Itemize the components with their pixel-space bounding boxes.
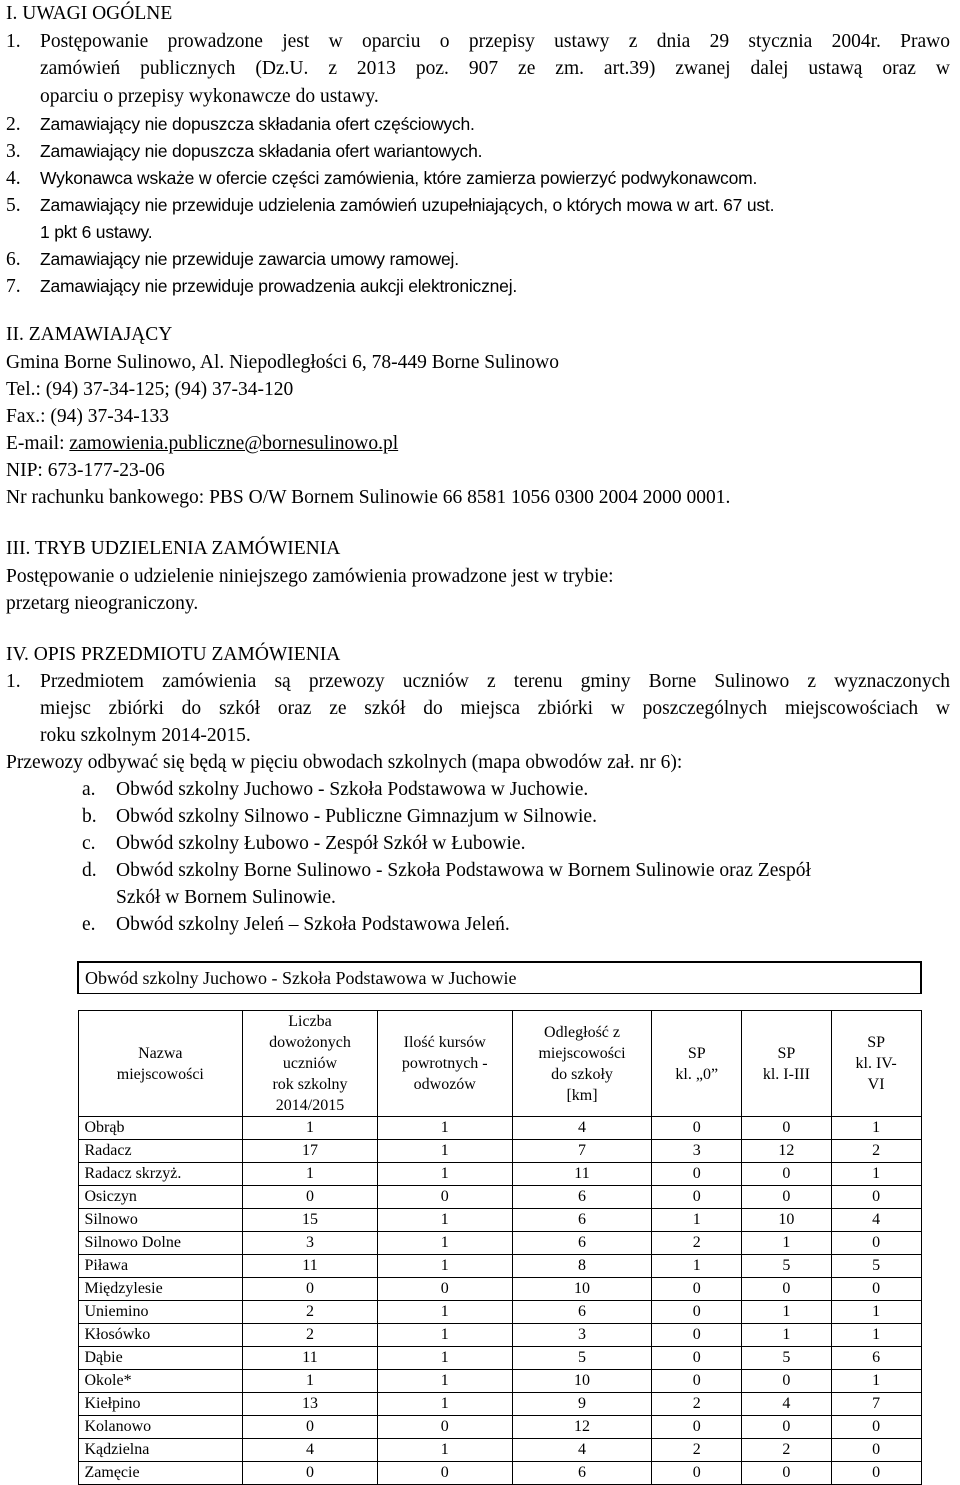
value-cell: 2 — [652, 1439, 742, 1462]
col-header-courses — [377, 1011, 512, 1117]
table-row — [78, 1163, 921, 1186]
s1-item-4-text: Wykonawca wskaże w ofercie części zamówienia, które zamierza powierzyć podwykonawcom. — [40, 168, 758, 188]
col-header-sp-4-6-line: VI — [867, 1076, 885, 1093]
table-row — [78, 1140, 921, 1163]
value-cell: 10 — [512, 1370, 652, 1393]
town-name-cell: Zamęcie — [78, 1462, 243, 1485]
value-cell: 1 — [243, 1117, 378, 1140]
value-cell: 5 — [512, 1347, 652, 1370]
value-cell: 0 — [652, 1347, 742, 1370]
s1-item-1-line-1 — [6, 30, 950, 54]
town-name-cell: Kądzielna — [78, 1439, 243, 1462]
value-cell: 1 — [377, 1163, 512, 1186]
town-name-cell: Silnowo — [78, 1209, 243, 1232]
value-cell: 4 — [742, 1393, 832, 1416]
section-3-heading: III. TRYB UDZIELENIA ZAMÓWIENIA — [6, 538, 341, 559]
value-cell: 15 — [243, 1209, 378, 1232]
town-name-cell: Dąbie — [78, 1347, 243, 1370]
district-a-text: Obwód szkolny Juchowo - Szkoła Podstawowa w Juchowie. — [116, 779, 589, 800]
table-row — [78, 1347, 921, 1370]
col-header-sp-0-line: SP — [687, 1044, 706, 1062]
col-header-town — [78, 1011, 243, 1117]
bank-account: Nr rachunku bankowego: PBS O/W Bornem Sulinowie 66 8581 1056 0300 2004 2000 0001. — [6, 487, 731, 508]
district-d-letter: d. — [82, 860, 97, 881]
value-cell: 0 — [742, 1278, 832, 1301]
value-cell: 0 — [652, 1324, 742, 1347]
col-header-sp-0-line: kl. „0” — [675, 1065, 719, 1083]
value-cell: 0 — [652, 1370, 742, 1393]
value-cell: 0 — [831, 1416, 921, 1439]
value-cell: 1 — [377, 1255, 512, 1278]
table-body — [78, 1117, 921, 1485]
value-cell: 0 — [377, 1462, 512, 1485]
value-cell: 3 — [512, 1324, 652, 1347]
value-cell: 2 — [831, 1140, 921, 1163]
s1-item-5-number: 5. — [6, 195, 21, 216]
value-cell: 1 — [831, 1301, 921, 1324]
s1-item-3-number: 3. — [6, 141, 21, 162]
value-cell: 9 — [512, 1393, 652, 1416]
value-cell: 0 — [831, 1439, 921, 1462]
value-cell: 6 — [512, 1301, 652, 1324]
town-name-cell: Radacz skrzyż. — [78, 1163, 243, 1186]
town-name-cell: Kłosówko — [78, 1324, 243, 1347]
value-cell: 2 — [652, 1393, 742, 1416]
value-cell: 1 — [243, 1163, 378, 1186]
district-c-text: Obwód szkolny Łubowo - Zespół Szkół w Łubowie. — [116, 833, 526, 854]
table-row — [78, 1117, 921, 1140]
value-cell: 1 — [377, 1347, 512, 1370]
col-header-distance-line: miejscowości — [538, 1044, 626, 1062]
s1-item-5-text-1: Zamawiający nie przewiduje udzielenia zamówień uzupełniających, o których mowa w art. 67 ust. — [40, 195, 775, 215]
col-header-students-line: 2014/2015 — [275, 1097, 345, 1114]
value-cell: 4 — [512, 1439, 652, 1462]
s1-item-6-number: 6. — [6, 249, 21, 270]
value-cell: 0 — [243, 1416, 378, 1439]
value-cell: 0 — [742, 1416, 832, 1439]
col-header-distance-line: do szkoły — [551, 1065, 613, 1083]
table-row — [78, 1416, 921, 1439]
col-header-sp-4-6-line: SP — [867, 1034, 886, 1051]
value-cell: 1 — [831, 1324, 921, 1347]
value-cell: 6 — [512, 1209, 652, 1232]
value-cell: 1 — [831, 1163, 921, 1186]
value-cell: 0 — [377, 1186, 512, 1209]
juchowo-district-table — [77, 961, 922, 1485]
value-cell: 7 — [831, 1393, 921, 1416]
value-cell: 1 — [377, 1301, 512, 1324]
value-cell: 0 — [652, 1163, 742, 1186]
value-cell: 1 — [377, 1117, 512, 1140]
value-cell: 5 — [742, 1255, 832, 1278]
value-cell: 12 — [512, 1416, 652, 1439]
value-cell: 0 — [831, 1186, 921, 1209]
s1-item-1-text-1: Postępowanie prowadzone jest w oparciu o przepisy ustawy z dnia 29 stycznia 2004r. Prawo — [40, 31, 950, 52]
s4-item-1-line-2: miejsc zbiórki do szkół oraz ze szkół do miejsca zbiórki w poszczególnych miejscowościach w — [40, 698, 950, 719]
value-cell: 11 — [243, 1347, 378, 1370]
col-header-town-line: Nazwa — [138, 1044, 183, 1062]
value-cell: 1 — [377, 1140, 512, 1163]
district-e — [82, 913, 510, 937]
value-cell: 3 — [652, 1140, 742, 1163]
s1-item-2 — [6, 112, 475, 137]
value-cell: 0 — [831, 1232, 921, 1255]
col-header-sp-1-3-line: SP — [777, 1044, 796, 1062]
table-row — [78, 1324, 921, 1347]
value-cell: 0 — [652, 1186, 742, 1209]
col-header-students-line: dowożonych — [269, 1034, 351, 1051]
value-cell: 1 — [377, 1370, 512, 1393]
value-cell: 10 — [742, 1209, 832, 1232]
district-d-line-2: Szkół w Bornem Sulinowie. — [116, 887, 336, 908]
s1-item-4-number: 4. — [6, 168, 21, 189]
col-header-sp-4-6 — [831, 1011, 921, 1117]
value-cell: 1 — [377, 1439, 512, 1462]
value-cell: 0 — [742, 1462, 832, 1485]
col-header-town-line: miejscowości — [116, 1065, 204, 1083]
value-cell: 1 — [742, 1301, 832, 1324]
s4-item-1-text-1: Przedmiotem zamówienia są przewozy uczniów z terenu gminy Borne Sulinowo z wyznaczonych — [40, 671, 950, 692]
district-e-text: Obwód szkolny Jeleń – Szkoła Podstawowa Jeleń. — [116, 914, 510, 935]
s1-item-6 — [6, 247, 459, 272]
s1-item-4 — [6, 166, 757, 191]
value-cell: 0 — [652, 1416, 742, 1439]
table-row — [78, 1462, 921, 1485]
col-header-sp-0 — [652, 1011, 742, 1117]
table-title: Obwód szkolny Juchowo - Szkoła Podstawowa w Juchowie — [78, 962, 921, 994]
s4-item-1-line-3: roku szkolnym 2014-2015. — [40, 725, 251, 746]
col-header-courses-line: Ilość kursów — [403, 1034, 486, 1051]
value-cell: 8 — [512, 1255, 652, 1278]
table-row — [78, 1255, 921, 1278]
town-name-cell: Międzylesie — [78, 1278, 243, 1301]
value-cell: 17 — [243, 1140, 378, 1163]
s1-item-1-number: 1. — [6, 31, 21, 52]
town-name-cell: Piława — [78, 1255, 243, 1278]
s1-item-2-number: 2. — [6, 114, 21, 135]
town-name-cell: Okole* — [78, 1370, 243, 1393]
value-cell: 0 — [742, 1370, 832, 1393]
town-name-cell: Osiczyn — [78, 1186, 243, 1209]
value-cell: 6 — [512, 1186, 652, 1209]
s1-item-2-text: Zamawiający nie dopuszcza składania ofert częściowych. — [40, 114, 475, 134]
table-header-row — [78, 1011, 921, 1117]
district-c — [82, 832, 525, 856]
table-row — [78, 1439, 921, 1462]
s1-item-6-text: Zamawiający nie przewiduje zawarcia umowy ramowej. — [40, 249, 459, 269]
email-link[interactable]: zamowienia.publiczne@bornesulinowo.pl — [69, 433, 399, 454]
s1-item-5-text-2: 1 pkt 6 ustawy. — [40, 222, 153, 242]
col-header-students-line: rok szkolny — [272, 1076, 348, 1093]
value-cell: 0 — [243, 1186, 378, 1209]
table-row — [78, 1232, 921, 1255]
col-header-distance-line: Odległość z — [544, 1023, 620, 1041]
value-cell: 10 — [512, 1278, 652, 1301]
value-cell: 1 — [652, 1209, 742, 1232]
value-cell: 1 — [652, 1255, 742, 1278]
table-row — [78, 1209, 921, 1232]
value-cell: 0 — [243, 1278, 378, 1301]
value-cell: 0 — [652, 1117, 742, 1140]
col-header-students-line: uczniów — [282, 1055, 338, 1072]
procedure-line-1: Postępowanie o udzielenie niniejszego zamówienia prowadzone jest w trybie: — [6, 566, 614, 587]
col-header-sp-1-3-line: kl. I-III — [762, 1065, 810, 1083]
s1-item-5-line-2 — [40, 220, 152, 245]
town-name-cell: Silnowo Dolne — [78, 1232, 243, 1255]
value-cell: 5 — [831, 1255, 921, 1278]
value-cell: 1 — [377, 1209, 512, 1232]
s1-item-1-line-3: oparciu o przepisy wykonawcze do ustawy. — [40, 86, 379, 107]
value-cell: 2 — [243, 1324, 378, 1347]
table-spacer — [78, 994, 921, 1011]
value-cell: 0 — [652, 1462, 742, 1485]
procedure-line-2: przetarg nieograniczony. — [6, 593, 199, 614]
value-cell: 4 — [243, 1439, 378, 1462]
s1-item-5-line-1 — [6, 193, 774, 218]
value-cell: 2 — [742, 1439, 832, 1462]
value-cell: 11 — [243, 1255, 378, 1278]
value-cell: 5 — [742, 1347, 832, 1370]
s4-item-1-line-1 — [6, 670, 950, 694]
value-cell: 6 — [512, 1232, 652, 1255]
value-cell: 0 — [742, 1117, 832, 1140]
nip-number: NIP: 673-177-23-06 — [6, 460, 165, 481]
value-cell: 6 — [831, 1347, 921, 1370]
s1-item-1-line-2: zamówień publicznych (Dz.U. z 2013 poz. 907 ze zm. art.39) zwanej dalej ustawą oraz w — [40, 58, 950, 79]
value-cell: 0 — [377, 1416, 512, 1439]
value-cell: 7 — [512, 1140, 652, 1163]
value-cell: 1 — [377, 1324, 512, 1347]
phone-numbers: Tel.: (94) 37-34-125; (94) 37-34-120 — [6, 379, 294, 400]
value-cell: 11 — [512, 1163, 652, 1186]
town-name-cell: Radacz — [78, 1140, 243, 1163]
town-name-cell: Uniemino — [78, 1301, 243, 1324]
email-label: E-mail: — [6, 433, 70, 454]
town-name-cell: Kiełpino — [78, 1393, 243, 1416]
value-cell: 0 — [652, 1301, 742, 1324]
value-cell: 2 — [652, 1232, 742, 1255]
transport-districts-intro: Przewozy odbywać się będą w pięciu obwodach szkolnych (mapa obwodów zał. nr 6): — [6, 752, 683, 773]
value-cell: 0 — [831, 1462, 921, 1485]
section-2-heading: II. ZAMAWIAJĄCY — [6, 324, 173, 345]
s1-item-7-number: 7. — [6, 276, 21, 297]
col-header-sp-4-6-line: kl. IV- — [855, 1055, 897, 1072]
col-header-distance-line: [km] — [566, 1086, 598, 1104]
town-name-cell: Kolanowo — [78, 1416, 243, 1439]
table-row — [78, 1278, 921, 1301]
col-header-distance — [512, 1011, 652, 1117]
district-b-text: Obwód szkolny Silnowo - Publiczne Gimnazjum w Silnowie. — [116, 806, 597, 827]
value-cell: 3 — [243, 1232, 378, 1255]
col-header-courses-line: powrotnych - — [401, 1055, 488, 1072]
table-row — [78, 1393, 921, 1416]
value-cell: 1 — [377, 1393, 512, 1416]
s1-item-3 — [6, 139, 482, 164]
value-cell: 2 — [243, 1301, 378, 1324]
col-header-courses-line: odwozów — [413, 1076, 476, 1093]
town-name-cell: Obrąb — [78, 1117, 243, 1140]
value-cell: 1 — [742, 1232, 832, 1255]
value-cell: 4 — [512, 1117, 652, 1140]
district-b — [82, 805, 597, 829]
value-cell: 12 — [742, 1140, 832, 1163]
email-line — [6, 432, 398, 456]
s1-item-7 — [6, 274, 517, 299]
table-row — [78, 1301, 921, 1324]
s1-item-3-text: Zamawiający nie dopuszcza składania ofert wariantowych. — [40, 141, 483, 161]
section-4-heading: IV. OPIS PRZEDMIOTU ZAMÓWIENIA — [6, 644, 341, 665]
table-title-row — [78, 962, 921, 994]
table-row — [78, 1370, 921, 1393]
value-cell: 4 — [831, 1209, 921, 1232]
value-cell: 0 — [742, 1163, 832, 1186]
contracting-authority-address: Gmina Borne Sulinowo, Al. Niepodległości 6, 78-449 Borne Sulinowo — [6, 352, 560, 373]
value-cell: 0 — [652, 1278, 742, 1301]
col-header-students — [243, 1011, 378, 1117]
col-header-students-line: Liczba — [288, 1013, 332, 1030]
value-cell: 13 — [243, 1393, 378, 1416]
s1-item-7-text: Zamawiający nie przewiduje prowadzenia aukcji elektronicznej. — [40, 276, 518, 296]
district-a — [82, 778, 588, 802]
value-cell: 0 — [243, 1462, 378, 1485]
district-d-text-1: Obwód szkolny Borne Sulinowo - Szkoła Podstawowa w Bornem Sulinowie oraz Zespół — [116, 860, 811, 881]
value-cell: 1 — [831, 1370, 921, 1393]
value-cell: 6 — [512, 1462, 652, 1485]
value-cell: 0 — [377, 1278, 512, 1301]
value-cell: 0 — [742, 1186, 832, 1209]
s4-item-1-number: 1. — [6, 671, 21, 692]
value-cell: 1 — [742, 1324, 832, 1347]
fax-number: Fax.: (94) 37-34-133 — [6, 406, 170, 427]
value-cell: 1 — [243, 1370, 378, 1393]
table-spacer-row — [78, 994, 921, 1011]
district-b-letter: b. — [82, 806, 97, 827]
value-cell: 0 — [831, 1278, 921, 1301]
district-c-letter: c. — [82, 833, 96, 854]
district-d-line-1 — [82, 859, 811, 883]
value-cell: 1 — [831, 1117, 921, 1140]
col-header-sp-1-3 — [742, 1011, 832, 1117]
district-a-letter: a. — [82, 779, 96, 800]
district-e-letter: e. — [82, 914, 96, 935]
table-row — [78, 1186, 921, 1209]
section-1-heading: I. UWAGI OGÓLNE — [6, 3, 173, 24]
value-cell: 1 — [377, 1232, 512, 1255]
